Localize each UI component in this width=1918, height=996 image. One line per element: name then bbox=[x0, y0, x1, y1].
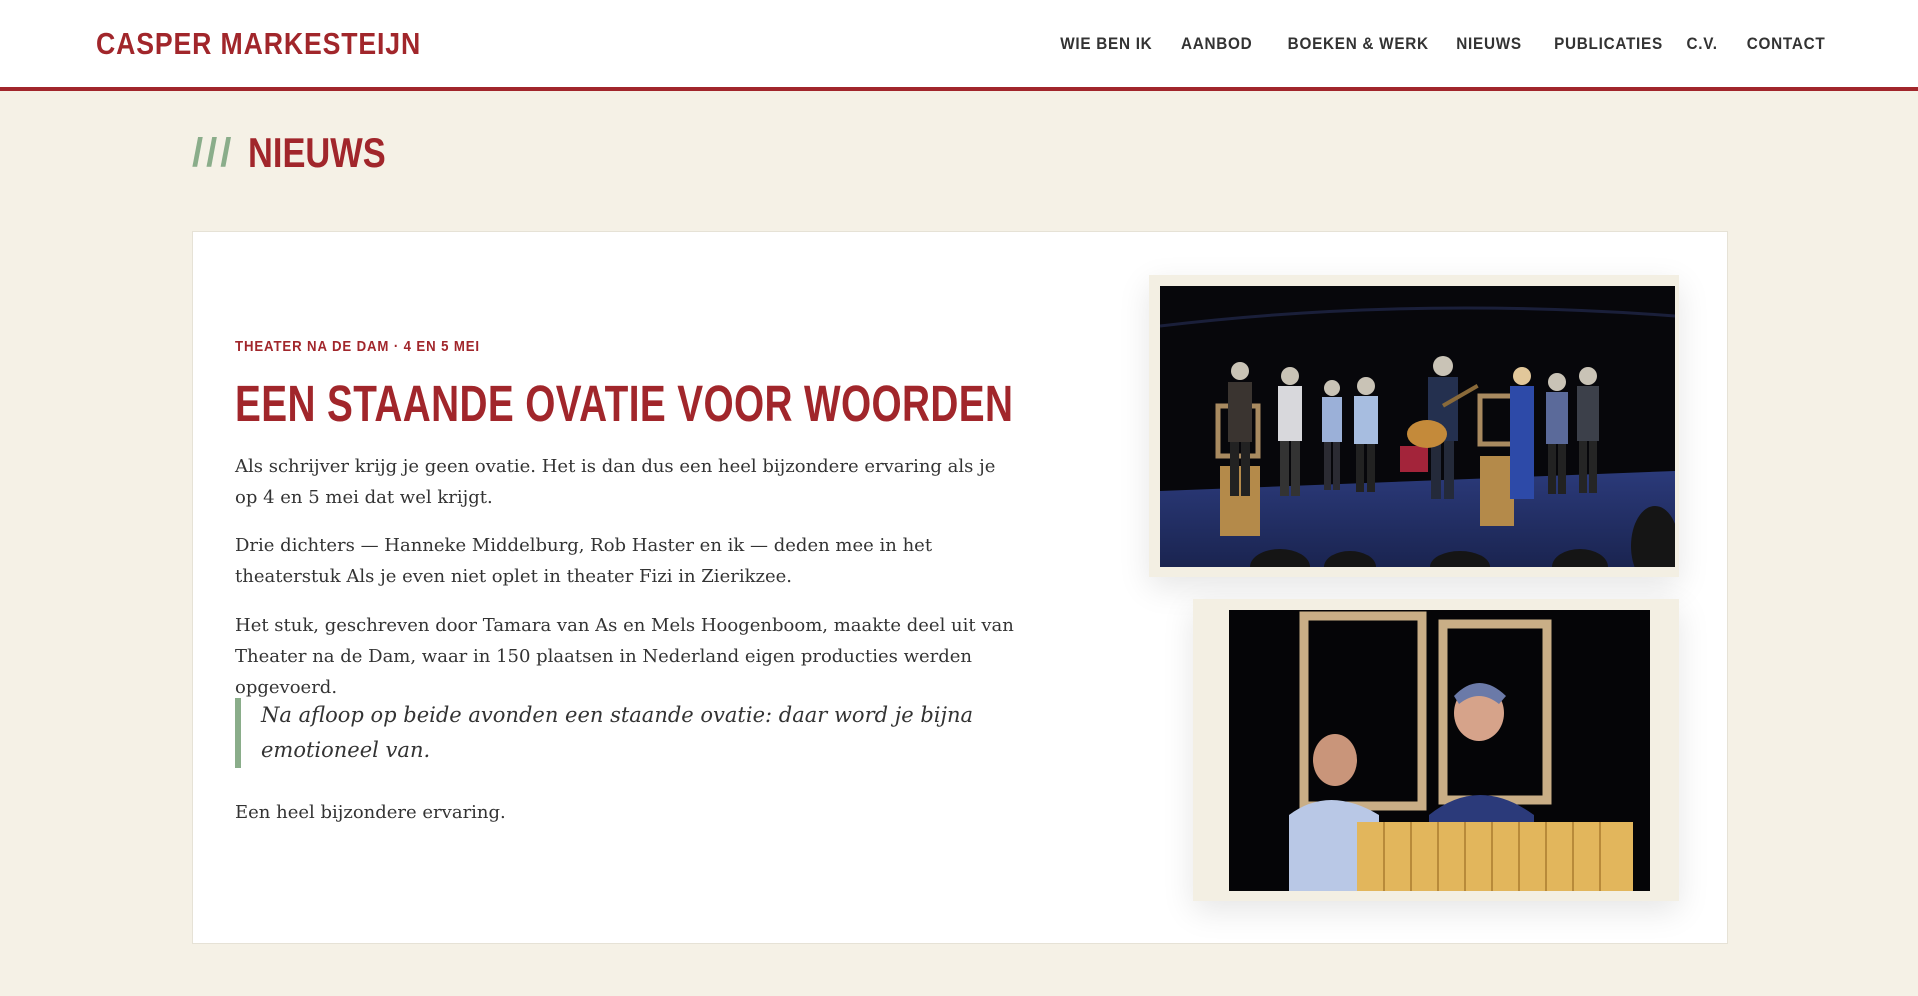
stage-group-illustration bbox=[1160, 286, 1675, 567]
nav-item-boeken-werk[interactable]: BOEKEN & WERK bbox=[1288, 34, 1430, 53]
performers-closeup-photo[interactable] bbox=[1229, 610, 1650, 891]
stage-group-photo[interactable] bbox=[1160, 286, 1675, 567]
article-eyebrow: THEATER NA DE DAM · 4 EN 5 MEI bbox=[235, 338, 480, 355]
main-nav bbox=[1030, 34, 1825, 56]
photo-frame-stage bbox=[1149, 275, 1679, 577]
article-headline: EEN STAANDE OVATIE VOOR WOORDEN bbox=[235, 375, 1014, 432]
performers-closeup-illustration bbox=[1229, 610, 1650, 891]
nav-item-wie-ben-ik[interactable]: WIE BEN IK bbox=[1060, 34, 1153, 53]
article-closing: Een heel bijzondere ervaring. bbox=[235, 802, 506, 823]
article-quote: Na afloop op beide avonden een staande ovatie: daar word je bijna emotioneel van. bbox=[235, 698, 1011, 768]
nav-item-contact[interactable]: CONTACT bbox=[1746, 34, 1825, 53]
nav-item-publicaties[interactable]: PUBLICATIES bbox=[1554, 34, 1663, 53]
article-paragraph: Het stuk, geschreven door Tamara van As en Mels Hoogenboom, maakte deel uit van Theater na de Dam, waar in 150 plaatsen in Nederland eigen producties werden opgevoerd. bbox=[235, 615, 1014, 698]
news-article-card bbox=[192, 231, 1728, 944]
article-paragraph: Drie dichters — Hanneke Middelburg, Rob Haster en ik — deden mee in het theaterstuk Als je even niet oplet in theater Fizi in Zierikzee. bbox=[235, 535, 933, 587]
title-slashes-decoration: /// bbox=[192, 130, 235, 175]
nav-item-aanbod[interactable]: AANBOD bbox=[1180, 34, 1253, 53]
article-paragraph: Als schrijver krijg je geen ovatie. Het is dan dus een heel bijzondere ervaring als je op 4 en 5 mei dat wel krijgt. bbox=[235, 456, 996, 508]
nav-item-nieuws[interactable]: NIEUWS bbox=[1456, 34, 1522, 53]
nav-item-cv[interactable]: C.V. bbox=[1686, 34, 1718, 53]
photo-frame-closeup bbox=[1193, 599, 1679, 901]
site-logo-text[interactable]: CASPER MARKESTEIJN bbox=[96, 26, 422, 61]
page-title: NIEUWS bbox=[248, 129, 387, 176]
page-title-block bbox=[192, 128, 416, 178]
site-header bbox=[0, 0, 1918, 91]
